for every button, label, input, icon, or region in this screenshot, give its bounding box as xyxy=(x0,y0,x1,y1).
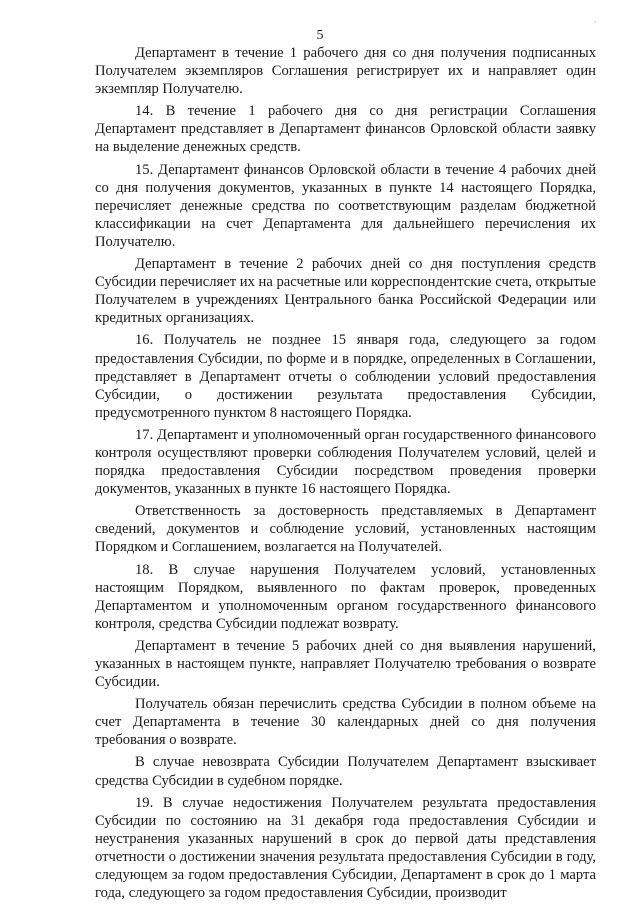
paragraph: Департамент в течение 5 рабочих дней со дня выявления нарушений, указанных в настоящем пункте, направляет Получателю требования о возврате Субсидии. xyxy=(95,637,596,691)
paragraph: Ответственность за достоверность представляемых в Департамент сведений, документов и соблюдение условий, установленных настоящим Порядком и Соглашением, возлагается на Получателей. xyxy=(95,503,596,556)
paragraph: 18. В случае нарушения Получателем условий, установленных настоящим Порядком, выявленного по фактам проверок, проведенных Департаментом и уполномоченным органом государственного финансового контроля, средства Субсидии подлежат возврату. xyxy=(95,561,596,632)
page-number: 5 xyxy=(316,28,324,43)
paragraph: Департамент в течение 2 рабочих дней со дня поступления средств Субсидии перечисляет их на расчетные или корреспондентские счета, открытые Получателем в учреждениях Центрального банка Российской Федерации или кредитных организациях. xyxy=(95,256,596,327)
paragraph: Получатель обязан перечислить средства Субсидии в полном объеме на счет Департамента в течение 30 календарных дней со дня получения требования о возврате. xyxy=(95,696,596,749)
paragraph: 14. В течение 1 рабочего дня со дня регистрации Соглашения Департамент представляет в Департамент финансов Орловской области заявку на выделение денежных средств. xyxy=(95,103,596,156)
paragraph: 19. В случае недостижения Получателем результата предоставления Субсидии по состоянию на 31 декабря года предоставления Субсидии и неустранения указанных нарушений в срок до первой даты представления отчетности о достижении значения результата предоставления Субсидии в году, следующем за годом предоставления Субсидии, Департамент в срок до 1 марта года, следующего за годом предоставления Субсидии, производит xyxy=(95,794,596,902)
paragraph: Департамент в течение 1 рабочего дня со дня получения подписанных Получателем экземпляров Соглашения регистрирует их и направляет один экземпляр Получателю. xyxy=(95,45,596,98)
paragraph: 17. Департамент и уполномоченный орган государственного финансового контроля осуществляют проверки соблюдения Получателем условий, целей и порядка предоставления Субсидии посредством проведения проверки документов, указанных в пункте 16 настоящего Порядка. xyxy=(95,426,596,498)
document-body xyxy=(95,44,596,906)
paragraph: 16. Получатель не позднее 15 января года, следующего за годом предоставления Субсидии, по форме и в порядке, определенных в Соглашении, представляет в Департамент отчеты о соблюдении условий предоставления Субсидии, о достижении результата предоставления Субсидии, предусмотренного пунктом 8 настоящего Порядка. xyxy=(95,332,596,421)
margin-mark: ' xyxy=(594,20,596,31)
paragraph: В случае невозврата Субсидии Получателем Департамент взыскивает средства Субсидии в судебном порядке. xyxy=(95,754,596,789)
paragraph: 15. Департамент финансов Орловской области в течение 4 рабочих дней со дня получения документов, указанных в пункте 14 настоящего Порядка, перечисляет денежные средства по соответствующим разделам бюджетной классификации на счет Департамента для дальнейшего перечисления их Получателю. xyxy=(95,161,596,250)
